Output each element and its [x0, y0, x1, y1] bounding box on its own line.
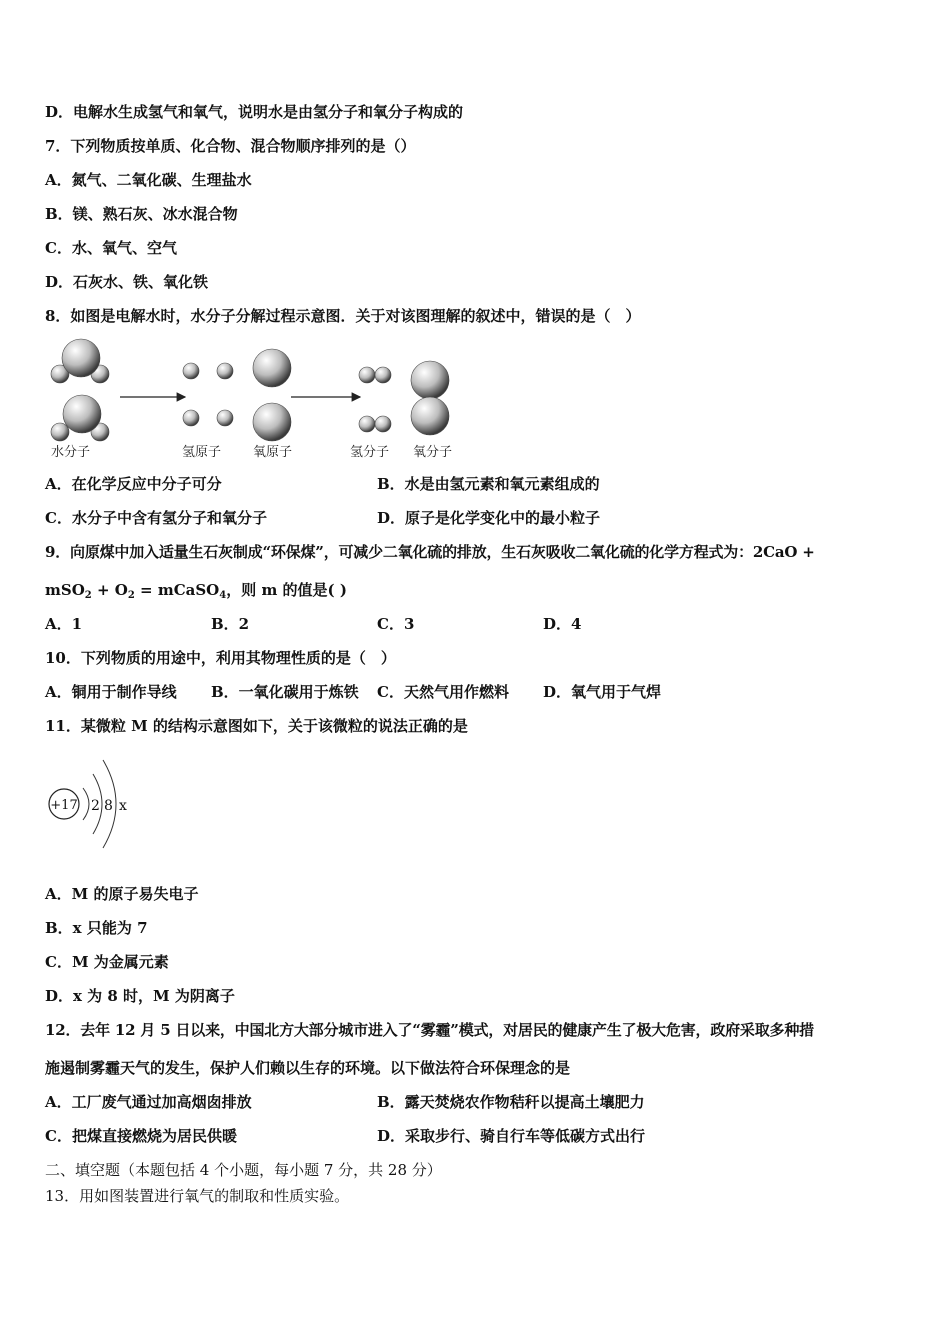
q9-option-d: D．4	[543, 615, 582, 633]
q9-stem-line2: $mSO_2 + O_2$ = mCaSO$_4$，则 m 的值是( )	[45, 581, 347, 601]
q10-option-d: D．氧气用于气焊	[543, 683, 662, 701]
q11-option-c: C．M 为金属元素	[45, 953, 169, 971]
q12-option-c: C．把煤直接燃烧为居民供暖	[45, 1127, 237, 1145]
q10-option-c: C．天然气用作燃料	[377, 683, 509, 701]
q11-option-d: D．x 为 8 时，M 为阴离子	[45, 987, 235, 1005]
oxygen-molecule	[411, 361, 449, 435]
q7-option-a: A．氮气、二氧化碳、生理盐水	[45, 171, 252, 189]
hydrogen-molecules	[359, 367, 391, 432]
hydrogen-atoms	[183, 363, 233, 426]
water-molecule-bottom	[51, 395, 109, 441]
q12-stem-line2: 施遏制雾霾天气的发生，保护人们赖以生存的环境。以下做法符合环保理念的是	[45, 1059, 571, 1077]
label-water-molecule: 水分子	[51, 445, 91, 460]
q8-option-d: D．原子是化学变化中的最小粒子	[377, 509, 601, 527]
q8-stem: 8．如图是电解水时，水分子分解过程示意图．关于对该图理解的叙述中，错误的是（ ）	[45, 307, 641, 325]
label-oxygen-molecule: 氧分子	[413, 445, 453, 460]
q12-option-a: A．工厂废气通过加高烟囱排放	[45, 1093, 252, 1111]
q9-option-c: C．3	[377, 615, 415, 633]
q9-option-a: A．1	[45, 615, 83, 633]
oxygen-atoms	[253, 349, 291, 441]
q10-stem: 10．下列物质的用途中，利用其物理性质的是（ ）	[45, 649, 396, 667]
shell1-electrons: 2	[91, 798, 100, 814]
q7-option-b: B．镁、熟石灰、冰水混合物	[45, 205, 238, 223]
atom-structure-diagram	[45, 748, 135, 860]
q10-option-b: B．一氧化碳用于炼铁	[211, 683, 359, 701]
q12-stem-line1: 12．去年 12 月 5 日以来，中国北方大部分城市进入了“雾霾”模式，对居民的健康产生了极大危害，政府采取多种措	[45, 1021, 814, 1039]
q11-option-b: B．x 只能为 7	[45, 919, 148, 937]
q6-option-d: D．电解水生成氢气和氧气，说明水是由氢分子和氧分子构成的	[45, 103, 464, 121]
q9-stem-line1: 9．向原煤中加入适量生石灰制成“环保煤”，可减少二氧化硫的排放，生石灰吸收二氧化硫的化学方程式为：2CaO +	[45, 543, 815, 561]
q8-option-c: C．水分子中含有氢分子和氧分子	[45, 509, 267, 527]
q11-stem: 11．某微粒 M 的结构示意图如下，关于该微粒的说法正确的是	[45, 717, 468, 735]
electron-shell-1	[83, 788, 89, 820]
nucleus-charge: +17	[50, 798, 78, 813]
water-electrolysis-figure	[45, 336, 475, 464]
q10-option-a: A．铜用于制作导线	[45, 683, 177, 701]
section2-title: 二、填空题（本题包括 4 个小题，每小题 7 分，共 28 分）	[45, 1161, 442, 1179]
shell3-electrons: x	[119, 798, 127, 814]
q7-option-d: D．石灰水、铁、氧化铁	[45, 273, 209, 291]
q11-option-a: A．M 的原子易失电子	[45, 885, 199, 903]
q8-option-a: A．在化学反应中分子可分	[45, 475, 222, 493]
q7-stem: 7．下列物质按单质、化合物、混合物顺序排列的是（）	[45, 137, 416, 155]
q8-option-b: B．水是由氢元素和氧元素组成的	[377, 475, 600, 493]
q13-stem: 13．用如图装置进行氧气的制取和性质实验。	[45, 1187, 350, 1205]
label-oxygen-atom: 氧原子	[253, 445, 293, 460]
q12-option-b: B．露天焚烧农作物秸秆以提高土壤肥力	[377, 1093, 645, 1111]
label-hydrogen-molecule: 氢分子	[350, 445, 390, 460]
shell2-electrons: 8	[104, 798, 113, 814]
q12-option-d: D．采取步行、骑自行车等低碳方式出行	[377, 1127, 646, 1145]
q7-option-c: C．水、氧气、空气	[45, 239, 177, 257]
water-molecule-top	[51, 339, 109, 383]
label-hydrogen-atom: 氢原子	[182, 445, 222, 460]
q9-option-b: B．2	[211, 615, 250, 633]
